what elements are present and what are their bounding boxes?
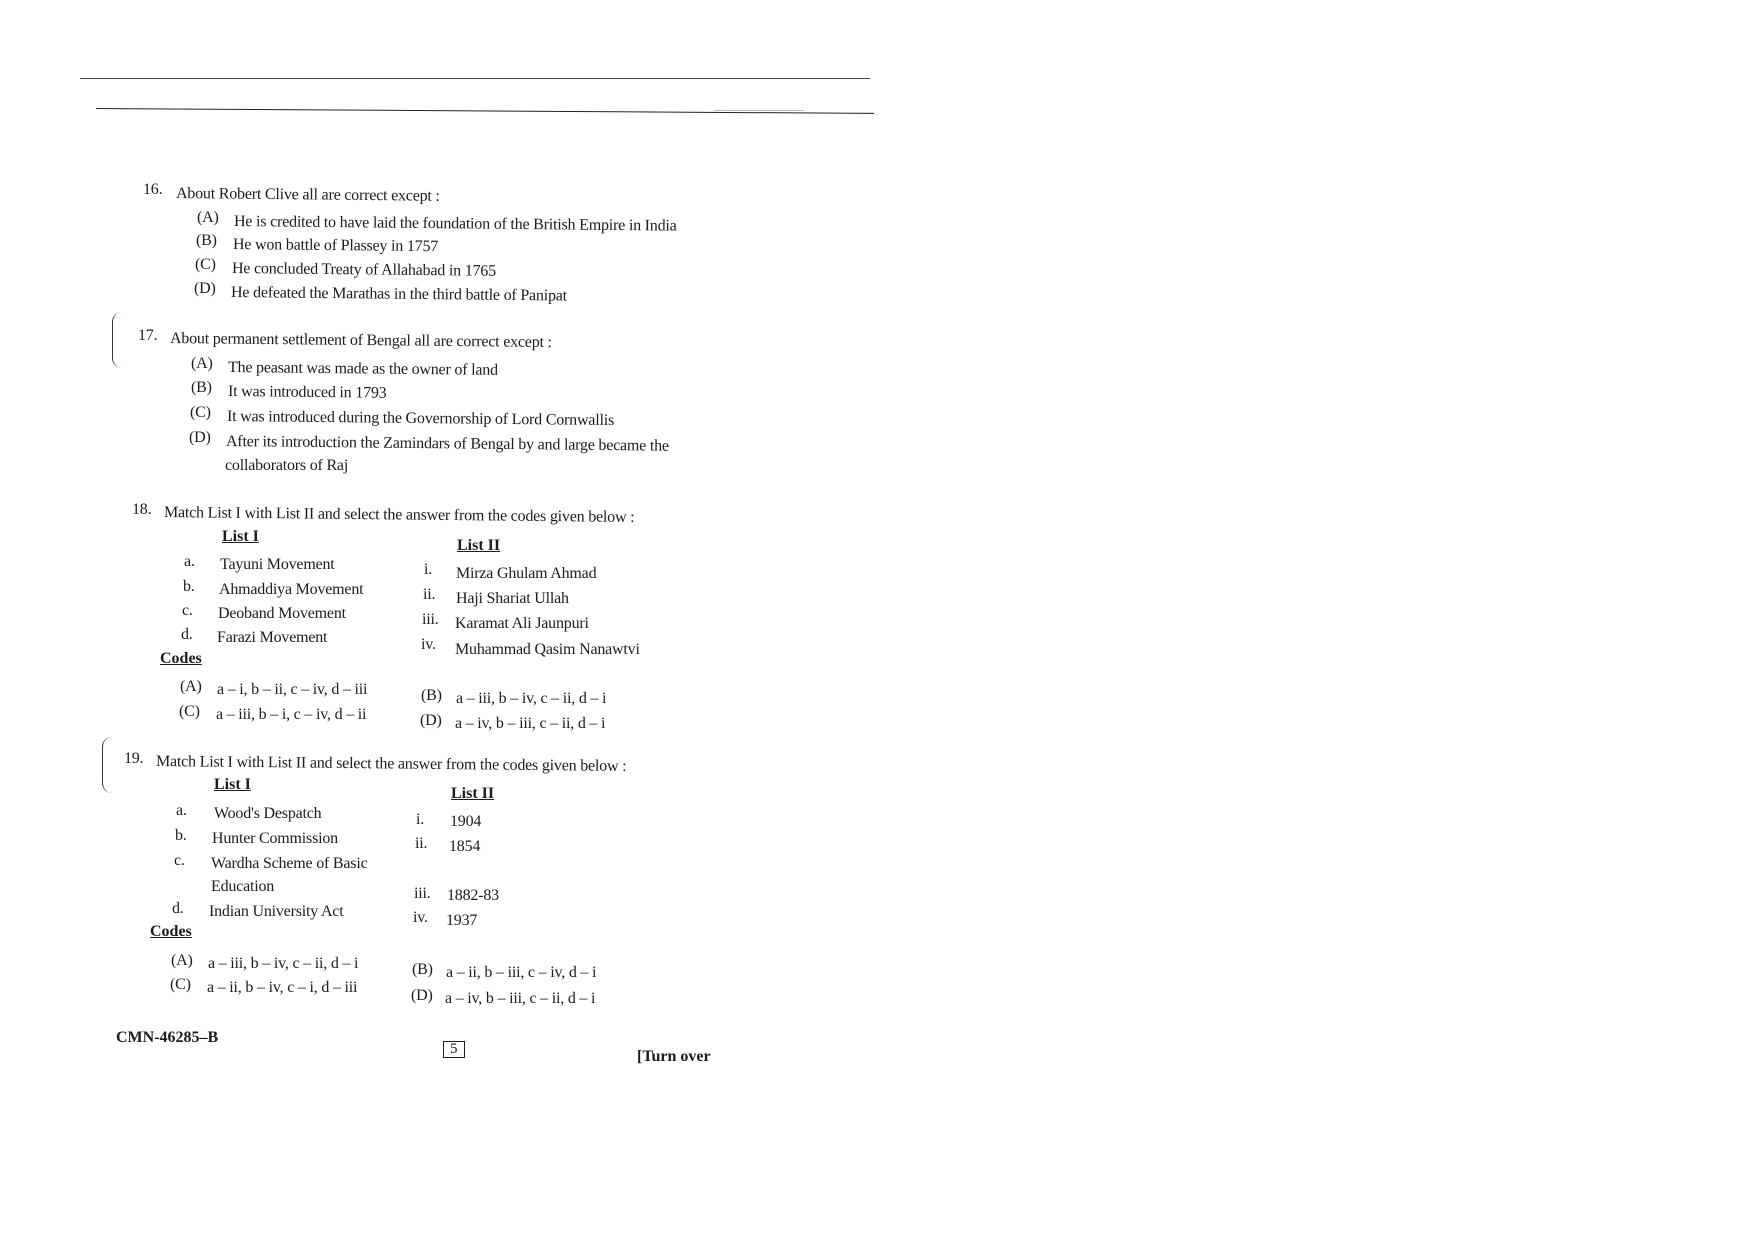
code-label: (D) <box>411 987 433 1004</box>
code-label: (B) <box>421 687 442 704</box>
list-1-heading: List I <box>222 528 259 545</box>
margin-bracket <box>102 737 113 793</box>
list-item-key: c. <box>174 852 185 869</box>
list-item-key: b. <box>183 578 195 595</box>
list-item-key: b. <box>175 827 187 844</box>
question-text: About permanent settlement of Bengal all are correct except : <box>169 330 552 351</box>
question-text: About Robert Clive all are correct except : <box>175 185 440 205</box>
code-text: a – iii, b – iv, c – ii, d – i <box>208 955 359 972</box>
list-item-text: Mirza Ghulam Ahmad <box>456 565 597 582</box>
code-text: a – iii, b – iv, c – ii, d – i <box>456 690 607 707</box>
option-label: (D) <box>194 280 216 297</box>
list-item-text: Farazi Movement <box>217 629 328 646</box>
list-item-text: Deoband Movement <box>218 605 346 622</box>
list-item-text: 1854 <box>449 838 481 855</box>
option-text: It was introduced in 1793 <box>227 383 387 402</box>
option-label: (C) <box>190 404 211 421</box>
code-text: a – i, b – ii, c – iv, d – iii <box>217 681 368 698</box>
question-number: 18. <box>132 501 152 518</box>
option-text: After its introduction the Zamindars of Bengal by and large became the <box>225 433 669 455</box>
list-item-text: Wardha Scheme of Basic <box>211 855 368 872</box>
code-text: a – iv, b – iii, c – ii, d – i <box>445 990 596 1007</box>
list-item-text: 1904 <box>450 813 482 830</box>
question-number: 17. <box>138 327 158 344</box>
margin-bracket <box>112 312 123 368</box>
question-text: Match List I with List II and select the answer from the codes given below : <box>163 504 635 526</box>
codes-heading: Codes <box>160 650 202 667</box>
paper-code: CMN-46285–B <box>116 1029 219 1046</box>
list-item-key: i. <box>416 811 425 828</box>
list-item-text-continued: Education <box>211 878 275 895</box>
list-item-key: iii. <box>414 885 431 902</box>
option-text: The peasant was made as the owner of land <box>227 359 499 379</box>
code-label: (A) <box>171 952 193 969</box>
list-item-text: Ahmaddiya Movement <box>219 581 364 598</box>
list-item-text: 1937 <box>446 912 478 929</box>
option-text: He won battle of Plassey in 1757 <box>232 236 439 256</box>
code-text: a – iii, b – i, c – iv, d – ii <box>216 706 367 723</box>
code-text: a – iv, b – iii, c – ii, d – i <box>455 715 606 732</box>
list-item-key: c. <box>182 602 193 619</box>
code-label: (A) <box>180 678 202 695</box>
question-text: Match List I with List II and select the answer from the codes given below : <box>155 753 627 775</box>
page-number: 5 <box>443 1041 465 1058</box>
list-item-key: iv. <box>421 636 436 653</box>
option-text: He concluded Treaty of Allahabad in 1765 <box>231 260 497 280</box>
list-item-key: a. <box>176 802 187 819</box>
list-item-key: d. <box>181 626 193 643</box>
code-text: a – ii, b – iv, c – i, d – iii <box>207 979 358 996</box>
list-item-text: 1882-83 <box>447 887 499 904</box>
code-text: a – ii, b – iii, c – iv, d – i <box>446 964 597 981</box>
question-number: 16. <box>143 181 163 198</box>
option-label: (A) <box>197 209 219 226</box>
list-2-heading: List II <box>451 785 495 802</box>
option-label: (D) <box>189 429 211 446</box>
option-text: It was introduced during the Governorship of Lord Cornwallis <box>226 408 615 430</box>
top-rule <box>80 78 870 79</box>
list-item-text: Muhammad Qasim Nanawtvi <box>455 641 640 658</box>
question-number: 19. <box>124 750 144 767</box>
option-label: (B) <box>191 379 212 396</box>
list-item-key: a. <box>184 553 195 570</box>
list-item-text: Wood's Despatch <box>214 805 322 822</box>
option-label: (B) <box>196 232 217 249</box>
codes-heading: Codes <box>150 923 192 940</box>
list-1-heading: List I <box>214 776 251 793</box>
code-label: (C) <box>179 703 200 720</box>
option-text: He is credited to have laid the foundation of the British Empire in India <box>233 213 677 235</box>
list-2-heading: List II <box>457 537 501 554</box>
faint-rule <box>714 110 804 111</box>
option-label: (A) <box>191 355 213 372</box>
list-item-text: Hunter Commission <box>212 830 338 847</box>
list-item-key: iv. <box>413 909 428 926</box>
option-text: He defeated the Marathas in the third battle of Panipat <box>230 284 568 305</box>
code-label: (D) <box>420 712 442 729</box>
option-label: (C) <box>195 256 216 273</box>
code-label: (C) <box>170 976 191 993</box>
list-item-text: Indian University Act <box>209 903 344 920</box>
list-item-text: Tayuni Movement <box>220 556 335 573</box>
list-item-key: d. <box>172 900 184 917</box>
list-item-text: Karamat Ali Jaunpuri <box>455 615 589 632</box>
turn-over-note: [Turn over <box>637 1048 711 1065</box>
list-item-key: i. <box>424 561 433 578</box>
list-item-key: iii. <box>422 611 439 628</box>
list-item-key: ii. <box>415 835 428 852</box>
option-text-continued: collaborators of Raj <box>225 457 349 474</box>
list-item-text: Haji Shariat Ullah <box>456 590 569 607</box>
list-item-key: ii. <box>423 586 436 603</box>
code-label: (B) <box>412 961 433 978</box>
